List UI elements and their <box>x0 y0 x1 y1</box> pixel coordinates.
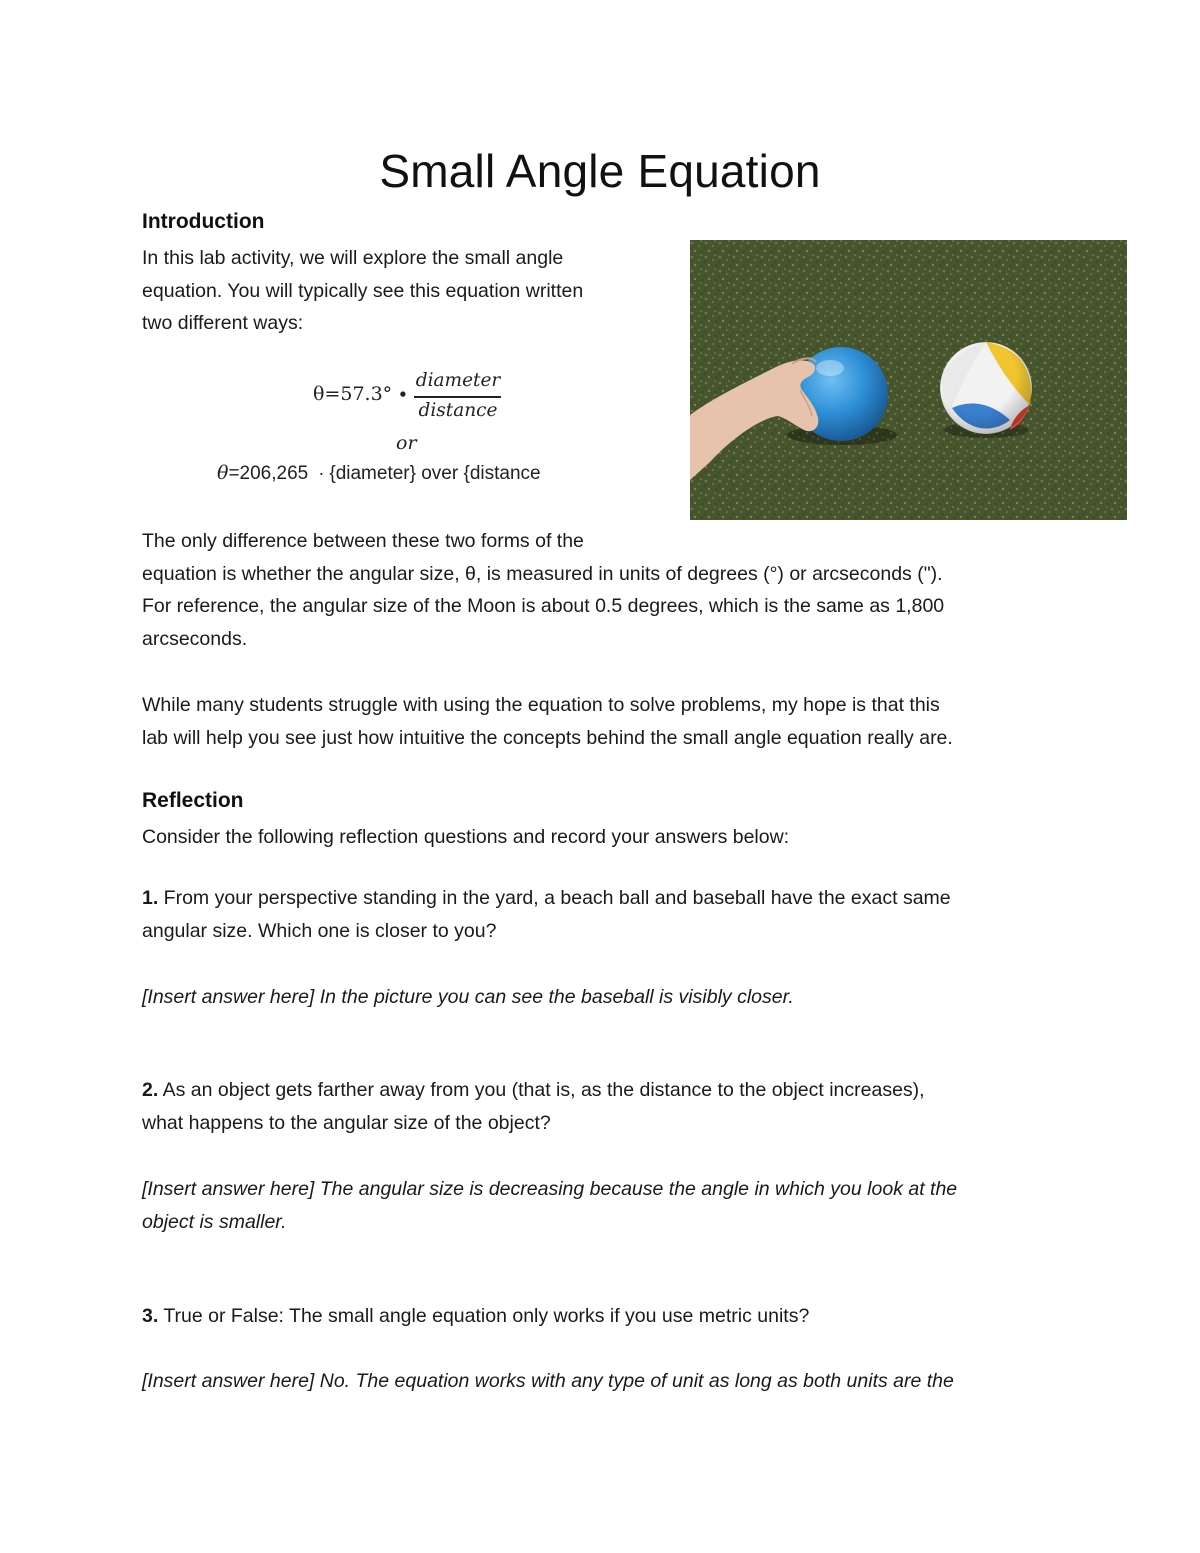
equation1-numerator: diameter <box>415 370 501 391</box>
difference-line: equation is whether the angular size, θ, is measured in units of degrees (°) or arcseconds ("). <box>142 562 943 585</box>
intro-paragraph <box>142 242 583 340</box>
answer-1[interactable] <box>142 981 794 1014</box>
question-text: As an object gets farther away from you (that is, as the distance to the object increases), <box>158 1079 925 1101</box>
question-text: True or False: The small angle equation only works if you use metric units? <box>158 1305 810 1327</box>
equation2 <box>217 462 541 485</box>
beach-ball <box>940 342 1032 434</box>
answer-line: [Insert answer here] No. The equation works with any type of unit as long as both units are the <box>142 1370 954 1392</box>
reflection-instructions <box>142 821 789 854</box>
equation2-text: =206,265 ∙ {diameter} over {distance <box>228 463 541 484</box>
difference-line: arcseconds. <box>142 627 248 650</box>
difference-paragraph <box>142 525 944 655</box>
question-2 <box>142 1074 925 1139</box>
answer-2[interactable] <box>142 1173 957 1238</box>
hope-line: lab will help you see just how intuitive the concepts behind the small angle equation really are. <box>142 726 953 749</box>
answer-line: [Insert answer here] The angular size is decreasing because the angle in which you look at the <box>142 1178 958 1200</box>
hope-line: While many students struggle with using the equation to solve problems, my hope is that this <box>142 694 940 716</box>
intro-line: equation. You will typically see this equation written <box>142 279 584 302</box>
question-number: 2. <box>142 1079 159 1101</box>
fraction-bar <box>414 396 501 398</box>
question-1 <box>142 882 951 947</box>
answer-line: [Insert answer here] In the picture you can see the baseball is visibly closer. <box>142 986 794 1008</box>
introduction-heading: Introduction <box>142 210 265 233</box>
question-line <box>142 1074 925 1107</box>
answer-3[interactable] <box>142 1365 954 1398</box>
reflection-heading: Reflection <box>142 789 244 812</box>
question-line <box>142 882 951 915</box>
hope-paragraph <box>142 689 953 754</box>
question-line: what happens to the angular size of the object? <box>142 1111 551 1134</box>
page-title: Small Angle Equation <box>379 145 821 197</box>
question-3 <box>142 1300 809 1333</box>
theta-symbol: θ <box>217 462 229 484</box>
question-line: angular size. Which one is closer to you? <box>142 919 497 942</box>
question-number: 1. <box>142 887 159 909</box>
intro-line: two different ways: <box>142 312 304 334</box>
instructions-line: Consider the following reflection questions and record your answers below: <box>142 826 790 848</box>
question-line <box>142 1300 809 1333</box>
equation1-denominator: distance <box>418 400 498 421</box>
balls-photo <box>690 240 1127 520</box>
equation1-lhs: θ=57.3° ∙ <box>313 383 408 405</box>
intro-line: In this lab activity, we will explore the small angle <box>142 247 564 269</box>
question-text: From your perspective standing in the yard, a beach ball and baseball have the exact same <box>158 887 951 909</box>
difference-line: For reference, the angular size of the Moon is about 0.5 degrees, which is the same as 1,800 <box>142 595 945 617</box>
question-number: 3. <box>142 1305 159 1327</box>
answer-line: object is smaller. <box>142 1210 287 1233</box>
difference-line: The only difference between these two forms of the <box>142 530 584 552</box>
or-label: or <box>396 432 417 454</box>
